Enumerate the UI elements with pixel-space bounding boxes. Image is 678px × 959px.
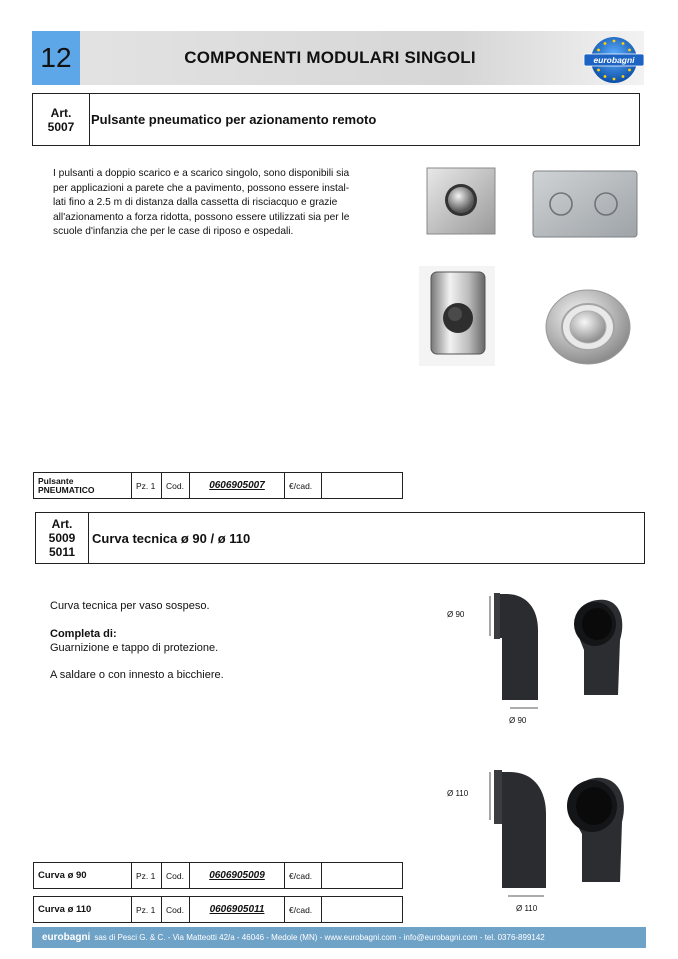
desc-bold-line: Completa di:	[50, 628, 117, 640]
desc-line: lati fino a 2.5 m di distanza dalla cassetta di risciacquo e grazie	[53, 197, 338, 209]
svg-text:eurobagni: eurobagni	[593, 55, 635, 65]
art-label: Art.	[50, 105, 72, 120]
page-number: 12	[32, 31, 80, 85]
product-label-line: Pulsante	[38, 475, 74, 486]
desc-line: I pulsanti a doppio scarico e a scarico singolo, sono disponibili sia	[53, 168, 350, 179]
round-floor-button-photo	[543, 287, 633, 367]
curve-110-drawing	[482, 768, 647, 900]
product-label-cell	[34, 473, 132, 499]
table-row	[34, 897, 403, 923]
page-footer	[32, 927, 646, 948]
product-table-5009	[33, 862, 403, 889]
article-number-cell	[33, 94, 90, 145]
article-5009-description	[50, 599, 224, 682]
unit-cell: €/cad.	[285, 863, 322, 889]
dimension-label-110-bottom: Ø 110	[516, 904, 538, 913]
pz-cell: Pz. 1	[132, 473, 162, 499]
article-title: Curva tecnica ø 90 / ø 110	[92, 530, 251, 546]
curve-90-drawing	[480, 590, 645, 712]
eurobagni-logo	[583, 35, 645, 85]
product-code-cell: 0606905009	[190, 863, 285, 889]
desc-line: scuole d'infanzia che per le case di riposo e ospedali.	[53, 226, 294, 238]
square-button-photo	[421, 162, 501, 240]
cod-cell: Cod.	[162, 863, 190, 889]
product-table-5007	[33, 472, 403, 499]
unit-cell: €/cad.	[285, 897, 322, 923]
footer-contact-text: sas di Pesci G. & C. - Via Matteotti 42/a - 46046 - Medole (MN) - www.eurobagni.com - info@eurobagni.com - tel. 0376-899142	[94, 933, 545, 942]
price-cell	[322, 473, 403, 499]
desc-line: per applicazioni a parete che a pavimento, possono essere instal-	[53, 182, 350, 194]
article-number-cell	[36, 513, 89, 563]
desc-line: Curva tecnica per vaso sospeso.	[50, 600, 210, 612]
product-code-cell: 0606905011	[190, 897, 285, 923]
art-label: Art.	[51, 517, 73, 531]
article-5009-5011-header	[35, 512, 645, 564]
product-label-cell: Curva ø 90	[34, 863, 132, 889]
cod-cell: Cod.	[162, 897, 190, 923]
product-label-line: PNEUMATICO	[38, 484, 95, 495]
footer-brand: eurobagni	[42, 932, 91, 943]
price-cell	[322, 863, 403, 889]
article-5007-header	[32, 93, 640, 146]
pz-cell: Pz. 1	[132, 897, 162, 923]
product-table-5011	[33, 896, 403, 923]
desc-line: all'azionamento a forza ridotta, possono essere utilizzati sia per le	[53, 211, 350, 223]
product-label-cell: Curva ø 110	[34, 897, 132, 923]
dimension-label-110-top: Ø 110	[447, 789, 469, 798]
art-number: 5009	[48, 531, 76, 545]
article-title: Pulsante pneumatico per azionamento remoto	[91, 112, 377, 127]
article-5007-description	[53, 167, 389, 240]
page-title: COMPONENTI MODULARI SINGOLI	[184, 48, 476, 67]
table-row	[34, 863, 403, 889]
price-cell	[322, 897, 403, 923]
table-row	[34, 473, 403, 499]
art-number: 5007	[47, 119, 75, 134]
dimension-label-90-top: Ø 90	[447, 610, 465, 619]
pz-cell: Pz. 1	[132, 863, 162, 889]
desc-line: A saldare o con innesto a bicchiere.	[50, 669, 224, 681]
dimension-label-90-bottom: Ø 90	[509, 716, 527, 725]
art-number: 5011	[48, 545, 76, 559]
product-code-cell: 0606905007	[190, 473, 285, 499]
cod-cell: Cod.	[162, 473, 190, 499]
dual-button-plate-photo	[531, 167, 639, 241]
wall-mounted-button-photo	[419, 266, 495, 366]
desc-line: Guarnizione e tappo di protezione.	[50, 642, 219, 654]
unit-cell: €/cad.	[285, 473, 322, 499]
